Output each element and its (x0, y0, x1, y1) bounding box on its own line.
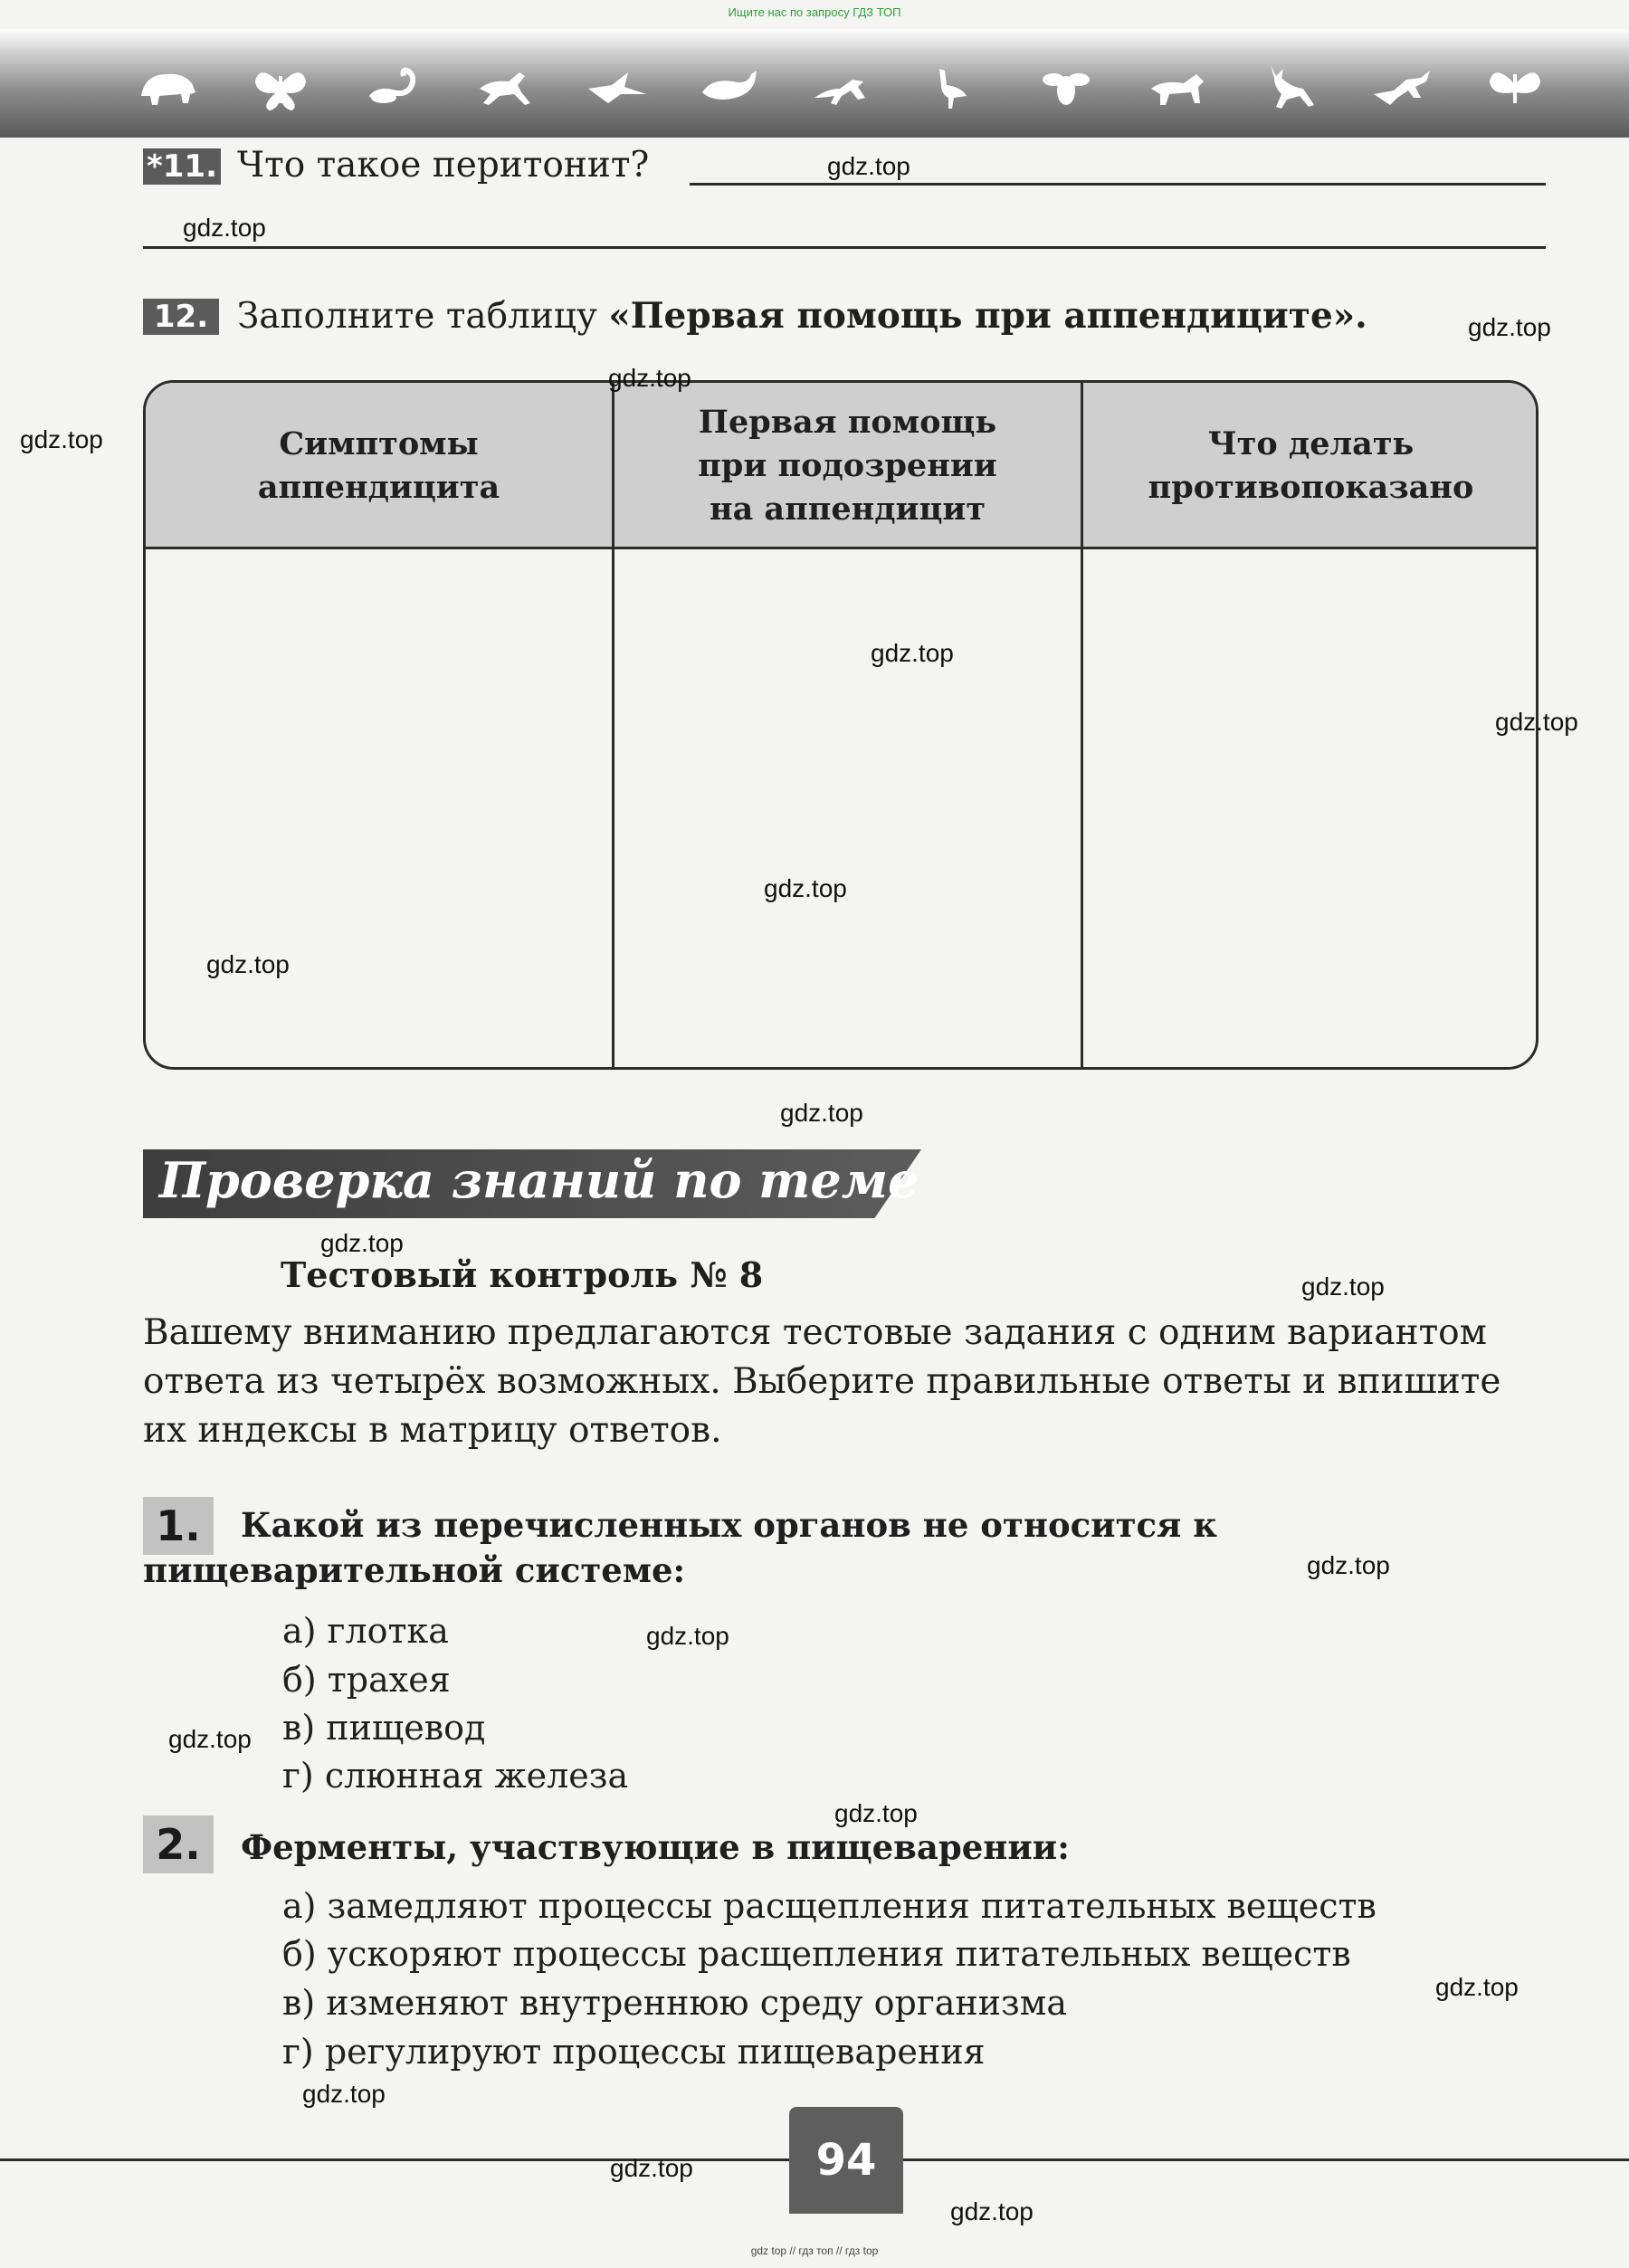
watermark: gdz.top (20, 425, 103, 453)
section-banner-title: Проверка знаний по теме (159, 1151, 919, 1209)
footer-note: gdz top // гдз топ // гдз top (750, 2244, 879, 2257)
bird-icon (585, 62, 650, 112)
watermark: gdz.top (320, 1229, 404, 1257)
table-cell-contraindicated[interactable] (1083, 552, 1538, 1070)
watermark: gdz.top (1301, 1272, 1385, 1301)
test-subtitle: Тестовый контроль № 8 (281, 1254, 764, 1295)
q11-text: Что такое перитонит? (237, 145, 650, 186)
watermark: gdz.top (950, 2197, 1034, 2225)
deer-icon (1258, 62, 1323, 112)
watermark: gdz.top (610, 2154, 693, 2182)
test-intro: Вашему вниманию предлагаются тестовые задания с одним вариантом ответа из четырёх возможных. Выберите правильные ответы и впишите их индексы в матрицу ответов. (143, 1312, 1501, 1451)
q11-answer-line-2[interactable] (143, 246, 1546, 249)
table-cell-first-aid[interactable] (614, 552, 1081, 1070)
watermark: gdz.top (646, 1622, 729, 1650)
butterfly-icon (248, 62, 313, 112)
q12-text: Заполните таблицу «Первая помощь при аппендиците». (237, 295, 1367, 337)
test-q2-text: Ферменты, участвующие в пищеварении: (241, 1827, 1070, 1867)
watermark: gdz.top (206, 950, 290, 978)
watermark: gdz.top (608, 364, 691, 392)
heron-icon (921, 62, 986, 112)
butterfly-icon (1482, 62, 1548, 112)
test-q1-option[interactable]: в) пищевод (282, 1708, 486, 1748)
bee-icon (1034, 62, 1099, 112)
whale-icon (697, 62, 762, 112)
page-number: 94 (789, 2107, 903, 2214)
test-q2-option[interactable]: г) регулируют процессы пищеварения (282, 2032, 986, 2072)
watermark: gdz.top (1435, 1973, 1519, 2001)
test-q2-option[interactable]: б) ускоряют процессы расщепления питательных веществ (282, 1934, 1351, 1974)
table-cell-symptoms[interactable] (146, 552, 612, 1070)
top-note: Ищите нас по запросу ГДЗ ТОП (728, 5, 901, 19)
animal-strip (136, 58, 1548, 116)
watermark: gdz.top (1468, 313, 1551, 341)
watermark: gdz.top (871, 639, 954, 667)
table-header-first-aid: Первая помощь при подозрении на аппендицит (698, 404, 997, 528)
watermark: gdz.top (1495, 708, 1578, 736)
watermark: gdz.top (1307, 1551, 1390, 1579)
q12-number: 12. (143, 299, 219, 335)
test-q2-number: 2. (143, 1815, 214, 1873)
scorpion-icon (360, 62, 425, 112)
lizard-icon (809, 62, 874, 112)
watermark: gdz.top (168, 1725, 252, 1753)
watermark: gdz.top (834, 1799, 918, 1827)
test-q1-option[interactable]: а) глотка (282, 1611, 449, 1651)
watermark: gdz.top (183, 214, 266, 242)
watermark: gdz.top (827, 152, 910, 180)
lizard-icon (1370, 62, 1435, 112)
table-header-contraindicated: Что делать противопоказано (1148, 425, 1474, 506)
test-q1-text: Какой из перечисленных органов не относится к пищеварительной системе: (143, 1505, 1217, 1590)
test-q1-option[interactable]: б) трахея (282, 1660, 451, 1700)
table-header-symptoms: Симптомы аппендицита (257, 425, 500, 506)
wolf-icon (1146, 62, 1211, 112)
horse-icon (472, 62, 538, 112)
test-q1-option[interactable]: г) слюнная железа (282, 1756, 629, 1796)
test-q2-option[interactable]: а) замедляют процессы расщепления питательных веществ (282, 1886, 1377, 1926)
q11-answer-line-1[interactable] (690, 183, 1546, 186)
q11-number: *11. (143, 148, 221, 185)
first-aid-table (143, 380, 1538, 1070)
watermark: gdz.top (764, 874, 847, 902)
bison-icon (136, 62, 201, 112)
test-q1-number: 1. (143, 1497, 214, 1555)
watermark: gdz.top (302, 2080, 386, 2108)
watermark: gdz.top (780, 1099, 863, 1127)
test-q2-option[interactable]: в) изменяют внутреннюю среду организма (282, 1983, 1067, 2023)
